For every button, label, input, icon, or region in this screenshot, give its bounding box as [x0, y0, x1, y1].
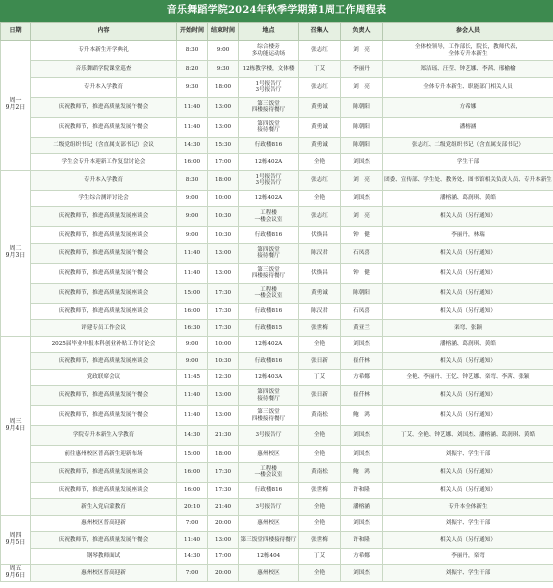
event-place: 第三饭堂 四楼接待餐厅	[239, 263, 299, 283]
header-start-time: 开始时间	[177, 23, 208, 41]
start-time: 16:00	[177, 462, 208, 482]
weekly-schedule-table	[0, 22, 553, 582]
end-time: 9:30	[208, 61, 239, 78]
event-content: 专升本入学教育	[31, 170, 177, 190]
day-label: 周五 9月6日	[1, 565, 31, 582]
event-convener: 黄勇诚	[299, 117, 341, 137]
event-content: 庆祝教师节，推进高质量发展午餐会	[31, 97, 177, 117]
event-convener: 陈汉君	[299, 243, 341, 263]
event-convener: 黄勇诚	[299, 283, 341, 303]
start-time: 20:10	[177, 499, 208, 516]
end-time: 10:00	[208, 336, 239, 353]
event-owner: 李丽丹	[341, 61, 383, 78]
schedule-row	[1, 565, 553, 582]
event-place: 工程楼 一楼会议室	[239, 283, 299, 303]
event-convener: 张志红	[299, 41, 341, 61]
start-time: 11:45	[177, 369, 208, 386]
event-convener: 伏焕昌	[299, 227, 341, 244]
event-owner: 陈朝阳	[341, 137, 383, 154]
schedule-row	[1, 320, 553, 337]
event-attendees: 相关人员（另行通知）	[383, 462, 553, 482]
start-time: 14:30	[177, 548, 208, 565]
event-place: 第三饭堂 四楼接待餐厅	[239, 406, 299, 426]
event-content: 庆祝教师节，推进高质量发展座谈会	[31, 482, 177, 499]
event-convener: 张志红	[299, 77, 341, 97]
end-time: 21:30	[208, 426, 239, 446]
event-convener: 张日新	[299, 386, 341, 406]
start-time: 11:40	[177, 532, 208, 549]
event-attendees: 全艳、李丽丹、王忆、钟艺娜、栾弯、李茜、张颖	[383, 369, 553, 386]
start-time: 11:40	[177, 117, 208, 137]
event-convener: 黄勇诚	[299, 97, 341, 117]
start-time: 9:00	[177, 207, 208, 227]
event-place: 惠州校区	[239, 515, 299, 532]
event-owner: 陈朝阳	[341, 283, 383, 303]
event-convener: 全艳	[299, 154, 341, 171]
schedule-row	[1, 499, 553, 516]
event-place: 12栋402A	[239, 336, 299, 353]
event-content: 评建专员工作会议	[31, 320, 177, 337]
start-time: 8:20	[177, 61, 208, 78]
event-attendees: 全体专升本新生、职能部门相关人员	[383, 77, 553, 97]
event-attendees: 刘振宇、学生干部	[383, 565, 553, 582]
event-attendees: 全体校领导，工作部长，院长，教师代表， 全体专升本新生	[383, 41, 553, 61]
event-owner: 崔仟林	[341, 386, 383, 406]
schedule-row	[1, 303, 553, 320]
event-attendees: 李丽丹，林瑞	[383, 227, 553, 244]
header-end-time: 结束时间	[208, 23, 239, 41]
end-time: 15:30	[208, 137, 239, 154]
schedule-body	[1, 41, 553, 582]
event-place: 行政楼816	[239, 137, 299, 154]
header-place: 地点	[239, 23, 299, 41]
event-attendees: 学生干部	[383, 154, 553, 171]
start-time: 11:40	[177, 97, 208, 117]
event-content: 庆祝教师节，推进高质量发展座谈会	[31, 462, 177, 482]
day-label: 周四 9月5日	[1, 515, 31, 565]
start-time: 7:00	[177, 565, 208, 582]
start-time: 7:00	[177, 515, 208, 532]
event-owner: 刘国杰	[341, 154, 383, 171]
schedule-row	[1, 137, 553, 154]
event-content: 钢琴教师面试	[31, 548, 177, 565]
event-place: 3号报告厅	[239, 499, 299, 516]
end-time: 10:30	[208, 353, 239, 370]
schedule-row	[1, 482, 553, 499]
event-place: 12栋教学楼，文体楼	[239, 61, 299, 78]
event-content: 新生入党启蒙教育	[31, 499, 177, 516]
end-time: 17:30	[208, 320, 239, 337]
event-owner: 刘国杰	[341, 190, 383, 207]
event-attendees: 相关人员（另行通知）	[383, 482, 553, 499]
schedule-row	[1, 532, 553, 549]
event-attendees: 相关人员（另行通知）	[383, 353, 553, 370]
event-content: 学生会专升本迎新工作复盘讨论会	[31, 154, 177, 171]
event-attendees: 郑洁瑶、汪莹、钟艺娜、李茜、邢榆榆	[383, 61, 553, 78]
schedule-row	[1, 515, 553, 532]
start-time: 8:30	[177, 41, 208, 61]
schedule-row	[1, 406, 553, 426]
start-time: 9:00	[177, 353, 208, 370]
event-convener: 丁艾	[299, 61, 341, 78]
end-time: 17:30	[208, 462, 239, 482]
event-place: 第四饭堂 接待餐厅	[239, 386, 299, 406]
start-time: 15:00	[177, 446, 208, 463]
start-time: 14:30	[177, 137, 208, 154]
event-attendees: 专升本全体新生	[383, 499, 553, 516]
event-owner: 鲍 鸿	[341, 462, 383, 482]
event-place: 第三饭堂四楼接待餐厅	[239, 532, 299, 549]
event-owner: 潘榕涵	[341, 499, 383, 516]
event-content: 专升本新生开学典礼	[31, 41, 177, 61]
event-attendees: 相关人员（另行通知）	[383, 207, 553, 227]
event-place: 惠州校区	[239, 446, 299, 463]
event-owner: 刘国杰	[341, 515, 383, 532]
event-place: 第三饭堂 四楼接待餐厅	[239, 97, 299, 117]
event-convener: 全艳	[299, 499, 341, 516]
event-content: 惠州校区普高迎新	[31, 515, 177, 532]
schedule-row	[1, 170, 553, 190]
event-owner: 刘 亮	[341, 207, 383, 227]
event-attendees: 相关人员（另行通知）	[383, 532, 553, 549]
end-time: 17:30	[208, 482, 239, 499]
event-convener: 张世梅	[299, 532, 341, 549]
end-time: 13:00	[208, 386, 239, 406]
end-time: 20:00	[208, 515, 239, 532]
event-owner: 方希娜	[341, 369, 383, 386]
end-time: 13:00	[208, 117, 239, 137]
start-time: 16:00	[177, 154, 208, 171]
schedule-row	[1, 446, 553, 463]
event-owner: 刘国杰	[341, 336, 383, 353]
event-content: 庆祝教师节，推进高质量发展座谈会	[31, 227, 177, 244]
event-attendees: 相关人员（另行通知）	[383, 406, 553, 426]
event-owner: 许和隆	[341, 482, 383, 499]
event-attendees: 潘榕涵、葛润琪、黄皓	[383, 190, 553, 207]
event-content: 庆祝教师节，推进高质量发展座谈会	[31, 283, 177, 303]
event-owner: 黄亚兰	[341, 320, 383, 337]
start-time: 11:40	[177, 243, 208, 263]
event-content: 庆祝教师节，推进高质量发展座谈会	[31, 353, 177, 370]
event-attendees: 相关人员（另行通知）	[383, 263, 553, 283]
header-date: 日期	[1, 23, 31, 41]
start-time: 9:00	[177, 227, 208, 244]
start-time: 9:30	[177, 77, 208, 97]
table-header-row	[1, 23, 553, 41]
event-content: 学院专升本新生入学教育	[31, 426, 177, 446]
event-place: 第四饭堂 接待餐厅	[239, 243, 299, 263]
event-owner: 陈朝阳	[341, 97, 383, 117]
event-place: 行政楼816	[239, 303, 299, 320]
event-content: 庆祝教师节，推进高质量发展午餐会	[31, 117, 177, 137]
schedule-row	[1, 154, 553, 171]
event-content: 庆祝教师节，推进高质量发展午餐会	[31, 532, 177, 549]
event-attendees: 张志红、二级党组织书记（含直属支部书记）	[383, 137, 553, 154]
schedule-row	[1, 77, 553, 97]
event-content: 惠州校区普高迎新	[31, 565, 177, 582]
day-label: 周二 9月3日	[1, 170, 31, 336]
start-time: 9:00	[177, 190, 208, 207]
schedule-row	[1, 426, 553, 446]
end-time: 21:40	[208, 499, 239, 516]
header-convener: 召集人	[299, 23, 341, 41]
schedule-row	[1, 61, 553, 78]
event-content: 学生综合测评讨论会	[31, 190, 177, 207]
header-content: 内容	[31, 23, 177, 41]
event-convener: 丁艾	[299, 548, 341, 565]
event-owner: 陈朝阳	[341, 117, 383, 137]
end-time: 13:00	[208, 263, 239, 283]
event-attendees: 丁艾、全艳、钟艺娜、刘国杰、潘榕涵、葛润琪、黄皓	[383, 426, 553, 446]
event-place: 行政楼816	[239, 227, 299, 244]
end-time: 17:00	[208, 154, 239, 171]
schedule-row	[1, 97, 553, 117]
header-attendees: 参会人员	[383, 23, 553, 41]
schedule-row	[1, 386, 553, 406]
start-time: 16:00	[177, 482, 208, 499]
event-place: 12栋402A	[239, 190, 299, 207]
schedule-row	[1, 369, 553, 386]
start-time: 16:00	[177, 303, 208, 320]
event-attendees: 相关人员（另行通知）	[383, 243, 553, 263]
event-convener: 伏焕昌	[299, 263, 341, 283]
end-time: 18:00	[208, 170, 239, 190]
event-convener: 全艳	[299, 426, 341, 446]
event-owner: 刘国杰	[341, 565, 383, 582]
end-time: 17:30	[208, 303, 239, 320]
start-time: 16:30	[177, 320, 208, 337]
event-owner: 鲍 鸿	[341, 406, 383, 426]
event-owner: 方希娜	[341, 548, 383, 565]
event-convener: 丁艾	[299, 369, 341, 386]
start-time: 14:30	[177, 426, 208, 446]
event-convener: 全艳	[299, 336, 341, 353]
event-attendees: 刘振宇、学生干部	[383, 446, 553, 463]
schedule-row	[1, 41, 553, 61]
start-time: 8:30	[177, 170, 208, 190]
event-owner: 刘 亮	[341, 77, 383, 97]
event-convener: 陈汉君	[299, 303, 341, 320]
event-place: 12栋404	[239, 548, 299, 565]
end-time: 12:30	[208, 369, 239, 386]
event-attendees: 李丽丹，栾弯	[383, 548, 553, 565]
event-attendees: 相关人员（另行通知）	[383, 303, 553, 320]
event-convener: 全艳	[299, 446, 341, 463]
event-content: 庆祝教师节，推进高质量发展午餐会	[31, 263, 177, 283]
event-owner: 钟 健	[341, 227, 383, 244]
end-time: 20:00	[208, 565, 239, 582]
end-time: 13:00	[208, 532, 239, 549]
event-place: 第四饭堂 接待餐厅	[239, 117, 299, 137]
event-content: 音乐舞蹈学院课堂巡查	[31, 61, 177, 78]
event-attendees: 方希娜	[383, 97, 553, 117]
event-convener: 全艳	[299, 190, 341, 207]
schedule-row	[1, 283, 553, 303]
event-owner: 石凤喜	[341, 243, 383, 263]
event-content: 2025届毕业申报本科创业补贴工作讨论会	[31, 336, 177, 353]
event-place: 12栋402A	[239, 154, 299, 171]
event-attendees: 栾弯、张颖	[383, 320, 553, 337]
event-place: 1号报告厅 3号报告厅	[239, 170, 299, 190]
end-time: 10:30	[208, 207, 239, 227]
event-convener: 张志红	[299, 170, 341, 190]
event-attendees: 潘榕涵、葛润琪、黄皓	[383, 336, 553, 353]
start-time: 11:40	[177, 406, 208, 426]
schedule-row	[1, 263, 553, 283]
schedule-row	[1, 117, 553, 137]
event-place: 惠州校区	[239, 565, 299, 582]
event-convener: 张世梅	[299, 320, 341, 337]
day-label: 周三 9月4日	[1, 336, 31, 515]
event-convener: 黄南松	[299, 406, 341, 426]
event-owner: 刘国杰	[341, 446, 383, 463]
start-time: 11:40	[177, 386, 208, 406]
event-owner: 刘 亮	[341, 170, 383, 190]
event-owner: 刘 亮	[341, 41, 383, 61]
day-label: 周一 9月2日	[1, 41, 31, 171]
schedule-row	[1, 336, 553, 353]
event-attendees: 相关人员（另行通知）	[383, 386, 553, 406]
schedule-row	[1, 548, 553, 565]
event-place: 1号报告厅 3号报告厅	[239, 77, 299, 97]
event-content: 党政联席会议	[31, 369, 177, 386]
event-place: 行政楼815	[239, 320, 299, 337]
event-content: 庆祝教师节，推进高质量发展座谈会	[31, 207, 177, 227]
schedule-row	[1, 353, 553, 370]
schedule-row	[1, 190, 553, 207]
event-place: 行政楼816	[239, 482, 299, 499]
end-time: 18:00	[208, 446, 239, 463]
event-place: 行政楼816	[239, 353, 299, 370]
event-place: 3号报告厅	[239, 426, 299, 446]
event-convener: 黄南松	[299, 462, 341, 482]
event-content: 专升本入学教育	[31, 77, 177, 97]
event-owner: 钟 健	[341, 263, 383, 283]
event-attendees: 相关人员（另行通知）	[383, 283, 553, 303]
event-place: 12栋403A	[239, 369, 299, 386]
schedule-title: 音乐舞蹈学院2024年秋季学期第1周工作周程表	[0, 0, 553, 22]
event-attendees: 团委、宣传部、学生处、教务处、图书馆相关负责人员、专升本新生	[383, 170, 553, 190]
event-convener: 张世梅	[299, 482, 341, 499]
end-time: 18:00	[208, 77, 239, 97]
event-convener: 全艳	[299, 565, 341, 582]
event-place: 工程楼 一楼会议室	[239, 462, 299, 482]
start-time: 9:00	[177, 336, 208, 353]
event-content: 二级党组织书记（含直属支部书记）会议	[31, 137, 177, 154]
event-convener: 张日新	[299, 353, 341, 370]
end-time: 10:00	[208, 190, 239, 207]
end-time: 17:00	[208, 548, 239, 565]
end-time: 13:00	[208, 97, 239, 117]
schedule-row	[1, 462, 553, 482]
event-attendees: 潘榕涵	[383, 117, 553, 137]
end-time: 13:00	[208, 406, 239, 426]
schedule-row	[1, 227, 553, 244]
event-content: 庆祝教师节，推进高质量发展午餐会	[31, 386, 177, 406]
event-place: 工程楼 一楼会议室	[239, 207, 299, 227]
end-time: 9:00	[208, 41, 239, 61]
start-time: 11:40	[177, 263, 208, 283]
end-time: 17:30	[208, 283, 239, 303]
event-owner: 石凤喜	[341, 303, 383, 320]
schedule-row	[1, 207, 553, 227]
event-content: 庆祝教师节，推进高质量发展午餐会	[31, 243, 177, 263]
end-time: 10:30	[208, 227, 239, 244]
header-owner: 负责人	[341, 23, 383, 41]
event-convener: 黄勇诚	[299, 137, 341, 154]
event-content: 前往惠州校区普高新生迎新布场	[31, 446, 177, 463]
event-owner: 崔仟林	[341, 353, 383, 370]
event-convener: 全艳	[299, 515, 341, 532]
event-place: 综合楼旁 多功能运动场	[239, 41, 299, 61]
event-convener: 张志红	[299, 207, 341, 227]
end-time: 13:00	[208, 243, 239, 263]
event-attendees: 刘振宇、学生干部	[383, 515, 553, 532]
event-content: 庆祝教师节，推进高质量发展午餐会	[31, 406, 177, 426]
start-time: 15:00	[177, 283, 208, 303]
event-owner: 刘国杰	[341, 426, 383, 446]
event-owner: 许和隆	[341, 532, 383, 549]
event-content: 庆祝教师节，推进高质量发展座谈会	[31, 303, 177, 320]
schedule-row	[1, 243, 553, 263]
